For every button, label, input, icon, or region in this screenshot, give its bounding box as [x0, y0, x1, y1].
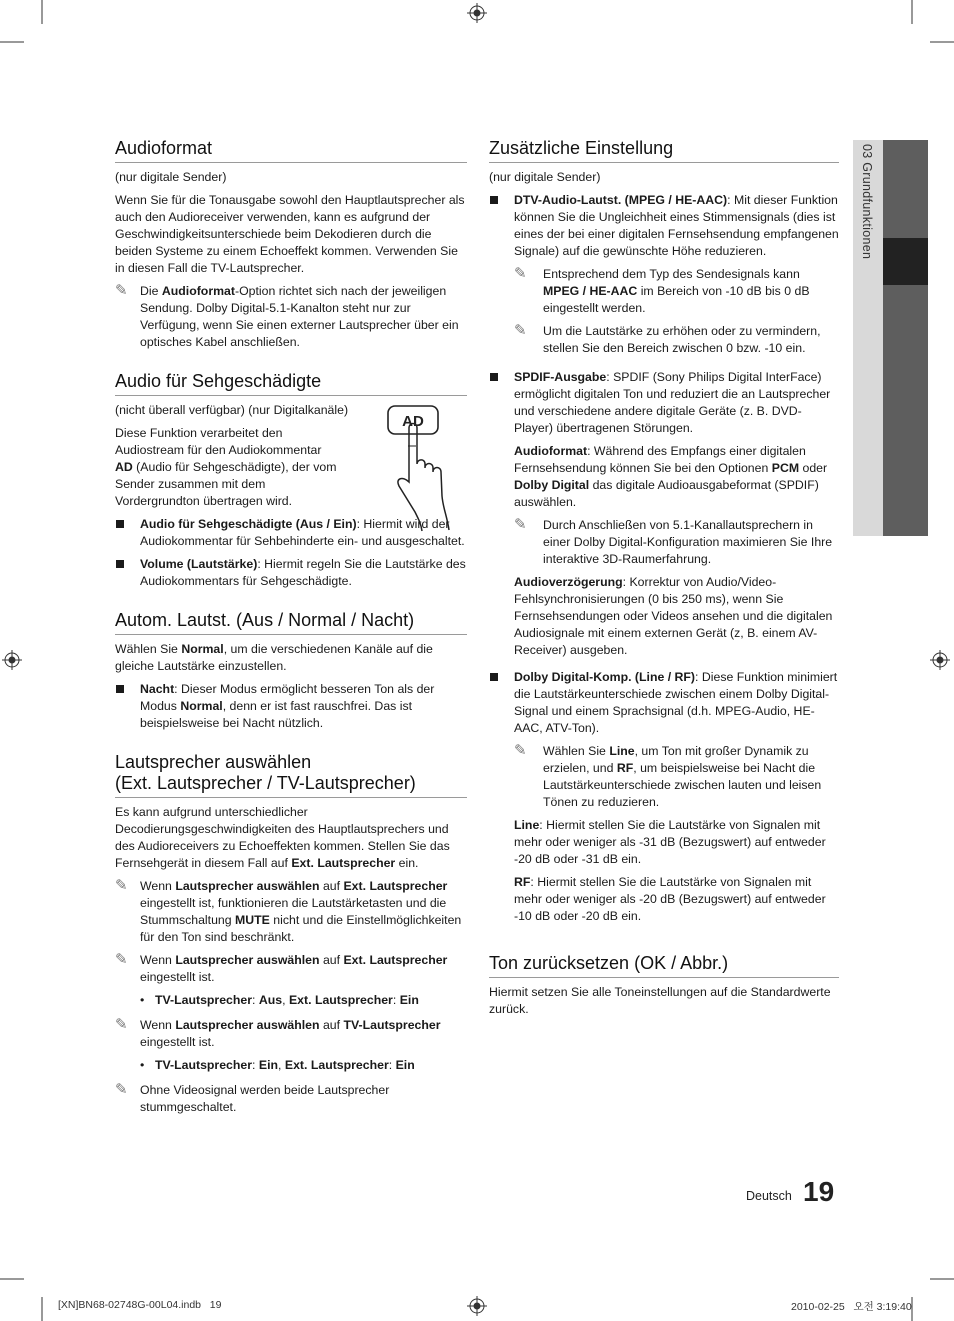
pencil-note-icon: ✎	[514, 742, 527, 759]
note: ✎ Wenn Lautsprecher auswählen auf Ext. Lautsprecher eingestellt ist, funktionieren die Lautstärketasten und die Stummschaltung MUTE nicht und die Einstellmöglichkeiten für den Ton sind beschränkt.	[115, 877, 462, 944]
pencil-note-icon: ✎	[115, 877, 128, 894]
footer-language: Deutsch	[746, 1189, 792, 1203]
sub-paragraph: Audioformat: Während des Empfangs einer digitalen Fernsehsendung können Sie bei den Optionen PCM oder Dolby Digital das digitale Audioausgabeformat (SPDIF) auswählen.	[514, 444, 828, 509]
svg-text:AD: AD	[402, 413, 424, 430]
ad-button-hand-icon	[387, 404, 467, 532]
section-tag: (nicht überall verfügbar) (nur Digitalkanäle)	[115, 403, 349, 417]
section-body: Wenn Sie für die Tonausgabe sowohl den Hauptlautsprecher als auch den Audioreceiver verwenden, kann es aufgrund der Geschwindigkeitsunterschiede beim Dekodieren durch die beiden Systeme zu einem Echoeffekt kommen. Verwenden Sie in diesen Fall die TV-Lautsprecher.	[115, 193, 465, 275]
section-audio-sehgeschaedigte	[115, 371, 467, 590]
note: ✎ Um die Lautstärke zu erhöhen oder zu vermindern, stellen Sie den Bereich zwischen 0 bzw. -10 ein.	[514, 322, 821, 355]
registration-mark-right	[930, 650, 950, 670]
note: ✎ Wenn Lautsprecher auswählen auf TV-Lautsprecher eingestellt ist.	[115, 1016, 441, 1049]
section-tag: (nur digitale Sender)	[489, 170, 601, 184]
pencil-note-icon: ✎	[514, 516, 527, 533]
section-title: Audioformat	[115, 138, 467, 163]
list-item: DTV-Audio-Lautst. (MPEG / HE-AAC): Mit dieser Funktion können Sie die Ungleichheit eines Stimmensignals (dies ist eines der bei einer digitalen Fernsehsendung empfangenen Signale) auf die gewünschte Höhe reduzieren.	[489, 192, 839, 260]
pencil-note-icon: ✎	[115, 1016, 128, 1033]
sub-paragraph: Audioverzögerung: Korrektur von Audio/Video-Fehlsynchronisierungen (0 bis 250 ms), wenn Sie Fernsehsendungen oder Videos ansehen und die digitalen Audiosignale mit einem externen Gerät (z, B. einem AV-Receiver) ausgeben.	[514, 575, 833, 657]
section-body: Wählen Sie Normal, um die verschiedenen Kanäle auf die gleiche Lautstärke einzustellen.	[115, 642, 433, 673]
bullet-item: • TV-Lautsprecher: Ein, Ext. Lautsprecher: Ein	[140, 1058, 415, 1072]
section-title: Audio für Sehgeschädigte	[115, 371, 467, 396]
list-item: Nacht: Dieser Modus ermöglicht besseren Ton als der Modus Normal, denn er ist fast rauschfrei. Das ist beispielsweise bei Nacht nützlich.	[115, 681, 467, 732]
section-body: Hiermit setzen Sie alle Toneinstellungen auf die Standardwerte zurück.	[489, 985, 831, 1016]
left-column	[115, 138, 467, 1136]
list-item: SPDIF-Ausgabe: SPDIF (Sony Philips Digital InterFace) ermöglicht digitalen Ton und reduziert die an Lautsprecher und verschiedene andere digitale Geräte (z. B. DVD-Player) übertragenen Störungen.	[489, 369, 839, 437]
section-title: Lautsprecher auswählen (Ext. Lautsprecher / TV-Lautsprecher)	[115, 752, 467, 798]
section-ton-zuruecksetzen	[489, 953, 839, 1018]
registration-mark-left	[2, 650, 22, 670]
bullet-item: • TV-Lautsprecher: Aus, Ext. Lautsprecher: Ein	[140, 993, 419, 1007]
section-tag: (nur digitale Sender)	[115, 170, 227, 184]
section-title: Autom. Lautst. (Aus / Normal / Nacht)	[115, 610, 467, 635]
page-number: 19	[803, 1176, 835, 1207]
chapter-tab-marker	[883, 238, 928, 285]
sub-paragraph: Line: Hiermit stellen Sie die Lautstärke von Signalen mit mehr oder weniger als -31 dB (Bezugswert) auf entweder -20 dB oder -31 dB ein.	[514, 818, 826, 866]
print-slug-file: [XN]BN68-02748G-00L04.indb 19	[58, 1299, 222, 1311]
note: ✎ Die Audioformat-Option richtet sich nach der jeweiligen Sendung. Dolby Digital-5.1-Kanalton steht nur zur Verfügung, wenn Sie einen externer Lautsprecher über ein optisches Kabel anschließen.	[115, 282, 459, 349]
section-body: Es kann aufgrund unterschiedlicher Decodierungsgeschwindigkeiten des Hauptlautsprechers und des Audioreceivers zu Echoeffekten kommen. Stellen Sie das Fernsehgerät in diesem Fall auf Ext. Lautsprecher ein.	[115, 805, 450, 870]
section-zusaetzliche-einstellung	[489, 138, 839, 925]
right-column	[489, 138, 839, 1038]
bullet-icon: •	[140, 993, 145, 1007]
section-title: Ton zurücksetzen (OK / Abbr.)	[489, 953, 839, 978]
note: ✎ Durch Anschließen von 5.1-Kanallautsprechern in einer Dolby Digital-Konfiguration maximieren Sie Ihre interaktive 3D-Raumerfahrung.	[514, 516, 833, 566]
bullet-icon: •	[140, 1058, 145, 1072]
chapter-tab	[853, 140, 928, 536]
section-body: Diese Funktion verarbeitet den Audiostream für den Audiokommentar AD (Audio für Sehgeschädigte), der vom Sender zusammen mit dem Vordergrundton übertragen wird.	[115, 426, 337, 508]
registration-mark-top	[467, 3, 487, 23]
chapter-tab-label: 03 Grundfunktionen	[860, 144, 874, 260]
section-lautsprecher	[115, 752, 467, 1116]
registration-mark-bottom	[467, 1296, 487, 1316]
pencil-note-icon: ✎	[115, 282, 128, 299]
section-autom-lautst	[115, 610, 467, 732]
note: ✎ Wählen Sie Line, um Ton mit großer Dynamik zu erzielen, und RF, um beispielsweise bei Nacht die Lautstärkeunterschiede zwischen lauten und leisen Tönen zu reduzieren.	[514, 742, 822, 809]
section-title: Zusätzliche Einstellung	[489, 138, 839, 163]
note: ✎ Ohne Videosignal werden beide Lautsprecher stummgeschaltet.	[115, 1081, 390, 1114]
pencil-note-icon: ✎	[115, 951, 128, 968]
list-item: Audio für Sehgeschädigte (Aus / Ein): Hiermit wird der Audiokommentar für Sehbehinderte ein- und ausgeschaltet.	[115, 516, 467, 550]
note: ✎ Wenn Lautsprecher auswählen auf Ext. Lautsprecher eingestellt ist.	[115, 951, 448, 984]
note: ✎ Entsprechend dem Typ des Sendesignals kann MPEG / HE-AAC im Bereich von -10 dB bis 0 dB eingestellt werden.	[514, 265, 810, 315]
pencil-note-icon: ✎	[514, 322, 527, 339]
pencil-note-icon: ✎	[115, 1081, 128, 1098]
chapter-tab-dark	[883, 140, 928, 536]
section-audioformat	[115, 138, 467, 351]
ad-intro	[115, 402, 467, 510]
print-slug-date: 2010-02-25 오전 3:19:40	[791, 1301, 912, 1313]
pencil-note-icon: ✎	[514, 265, 527, 282]
sub-paragraph: RF: Hiermit stellen Sie die Lautstärke von Signalen mit mehr oder weniger als -20 dB (Bezugswert) auf entweder -10 dB oder -20 dB ein.	[514, 875, 826, 923]
list-item: Dolby Digital-Komp. (Line / RF): Diese Funktion minimiert die Lautstärkeunterschiede zwischen einem Dolby Digital-Signal und einem Sprachsignal (d.h. MPEG-Audio, HE-AAC, ATV-Ton).	[489, 669, 839, 737]
list-item: Volume (Lautstärke): Hiermit regeln Sie die Lautstärke des Audiokommentars für Sehgeschädigte.	[115, 556, 467, 590]
